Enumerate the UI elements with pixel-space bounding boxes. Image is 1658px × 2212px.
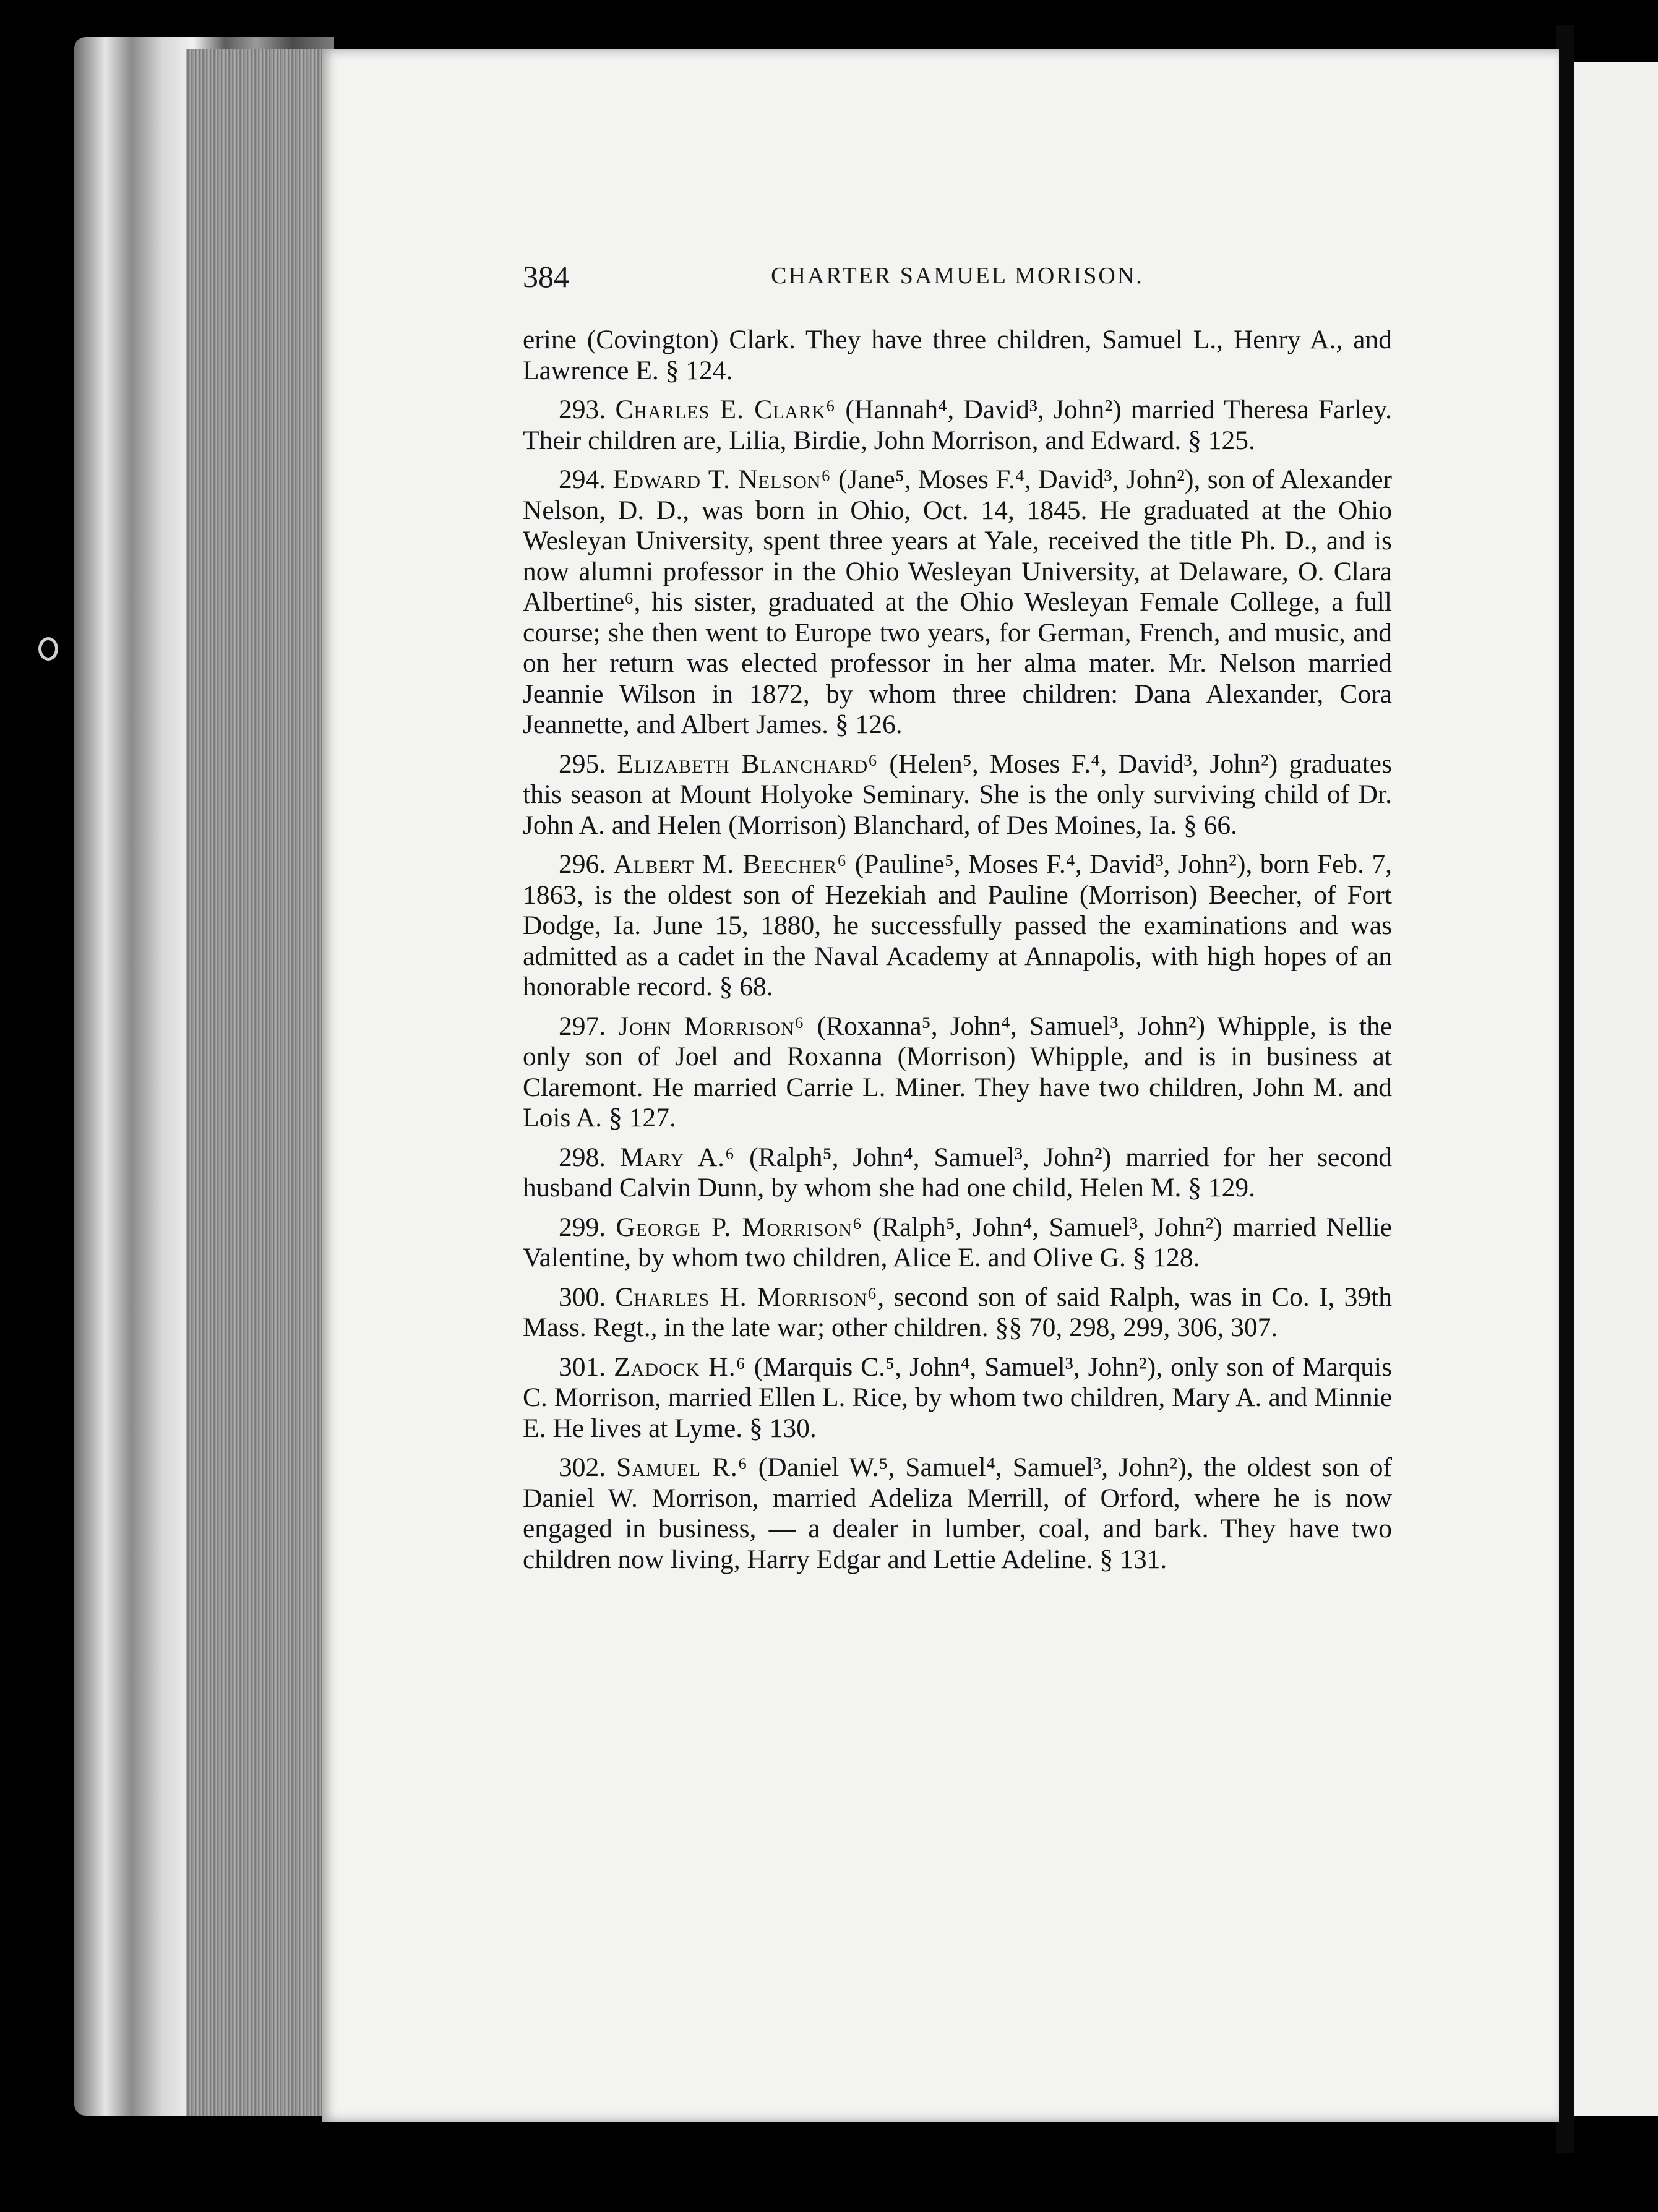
paragraph: [523, 849, 1392, 1003]
running-title: CHARTER SAMUEL MORISON.: [771, 263, 1144, 289]
entry-number: 295.: [559, 748, 606, 779]
paragraph-text: (Marquis C.⁵, John⁴, Samuel³, John²), only son of Marquis C. Morrison, married Ellen L. Rice, by whom two children, Mary A. and Minnie E. He lives at Lyme. § 130.: [523, 1352, 1393, 1443]
paragraph-text: (Hannah⁴, David³, John²) married Theresa Farley. Their children are, Lilia, Birdie, John Morrison, and Edward. § 125.: [523, 395, 1393, 455]
entry-number: 293.: [559, 395, 606, 424]
entry-number: 302.: [559, 1452, 606, 1482]
paragraph: [523, 1352, 1392, 1444]
paragraph: [523, 1011, 1392, 1134]
entry-number: 300.: [559, 1282, 606, 1312]
entry-number: 297.: [559, 1011, 606, 1041]
paragraph-text: (Ralph⁵, John⁴, Samuel³, John²) married Nellie Valentine, by whom two children, Alice E. and Olive G. § 128.: [523, 1212, 1392, 1272]
entry-name: George P. Morrison⁶: [616, 1212, 863, 1242]
page-text: [523, 325, 1392, 1584]
paragraph-text: (Jane⁵, Moses F.⁴, David³, John²), son of Alexander Nelson, D. D., was born in Ohio, Oct. 14, 1845. He graduated at the Ohio Wesleyan University, spent three years at Yale, received the title Ph. D., and is now alumni professor in the Ohio Wesleyan University, at Delaware, O. Clara Albertine⁶, his sister, graduated at the Ohio Wesleyan Female College, a full course; she then went to Europe two years, for German, French, and music, and on her return was elected professor in her alma mater. Mr. Nelson married Jeannie Wilson in 1872, by whom three children: Dana Alexander, Cora Jeannette, and Albert James. § 126.: [523, 465, 1393, 739]
entry-name: Edward T. Nelson⁶: [612, 465, 831, 494]
entry-name: Zadock H.⁶: [614, 1352, 746, 1382]
paragraph-text: (Daniel W.⁵, Samuel⁴, Samuel³, John²), the oldest son of Daniel W. Morrison, married Adeliza Merrill, of Orford, where he is now engaged in business, — a dealer in lumber, coal, and bark. They have two children now living, Harry Edgar and Lettie Adeline. § 131.: [523, 1452, 1392, 1574]
paragraph: [523, 1282, 1392, 1344]
paragraph: [523, 325, 1392, 386]
paragraph: [523, 1212, 1392, 1274]
page-fore-edge: [186, 49, 328, 2116]
entry-number: 296.: [559, 849, 606, 879]
entry-number: 298.: [559, 1142, 606, 1172]
paragraph: [523, 395, 1392, 456]
paragraph-text: erine (Covington) Clark. They have three children, Samuel L., Henry A., and Lawrence E. § 124.: [523, 325, 1392, 385]
entry-name: Charles E. Clark⁶: [615, 395, 836, 424]
facing-page-edge: [1574, 62, 1658, 2116]
paragraph-text: (Helen⁵, Moses F.⁴, David³, John²) graduates this season at Mount Holyoke Seminary. She is the only surviving child of Dr. John A. and Helen (Morrison) Blanchard, of Des Moines, Ia. § 66.: [523, 748, 1392, 840]
entry-name: Samuel R.⁶: [616, 1452, 748, 1482]
entry-name: Albert M. Beecher⁶: [613, 849, 848, 879]
entry-number: 299.: [559, 1212, 606, 1242]
running-head: [523, 259, 1392, 302]
entry-name: Mary A.⁶: [619, 1142, 736, 1172]
paragraph: [523, 1452, 1392, 1575]
entry-number: 294.: [559, 465, 606, 494]
page-number: 384: [523, 259, 569, 294]
entry-name: Charles H. Morrison⁶: [615, 1282, 878, 1312]
paragraph: [523, 1142, 1392, 1204]
scan-speck: [38, 637, 58, 661]
paragraph: [523, 749, 1392, 841]
paragraph-text: (Roxanna⁵, John⁴, Samuel³, John²) Whipple, is the only son of Joel and Roxanna (Morrison) Whipple, and is in business at Claremont. He married Carrie L. Miner. They have two children, John M. and Lois A. § 127.: [523, 1011, 1393, 1133]
paragraph: [523, 465, 1392, 740]
paragraph-text: (Ralph⁵, John⁴, Samuel³, John²) married for her second husband Calvin Dunn, by whom she had one child, Helen M. § 129.: [523, 1142, 1393, 1202]
entry-name: Elizabeth Blanchard⁶: [617, 748, 878, 779]
entry-name: John Morrison⁶: [618, 1011, 805, 1041]
paragraph-text: (Pauline⁵, Moses F.⁴, David³, John²), born Feb. 7, 1863, is the oldest son of Hezekiah and Pauline (Morrison) Beecher, of Fort Dodge, Ia. June 15, 1880, he successfully passed the examinations and was admitted as a cadet in the Naval Academy at Annapolis, with high hopes of an honorable record. § 68.: [523, 849, 1393, 1001]
paragraph-text: , second son of said Ralph, was in Co. I, 39th Mass. Regt., in the late war; other children. §§ 70, 298, 299, 306, 307.: [523, 1282, 1393, 1342]
entry-number: 301.: [559, 1352, 606, 1382]
